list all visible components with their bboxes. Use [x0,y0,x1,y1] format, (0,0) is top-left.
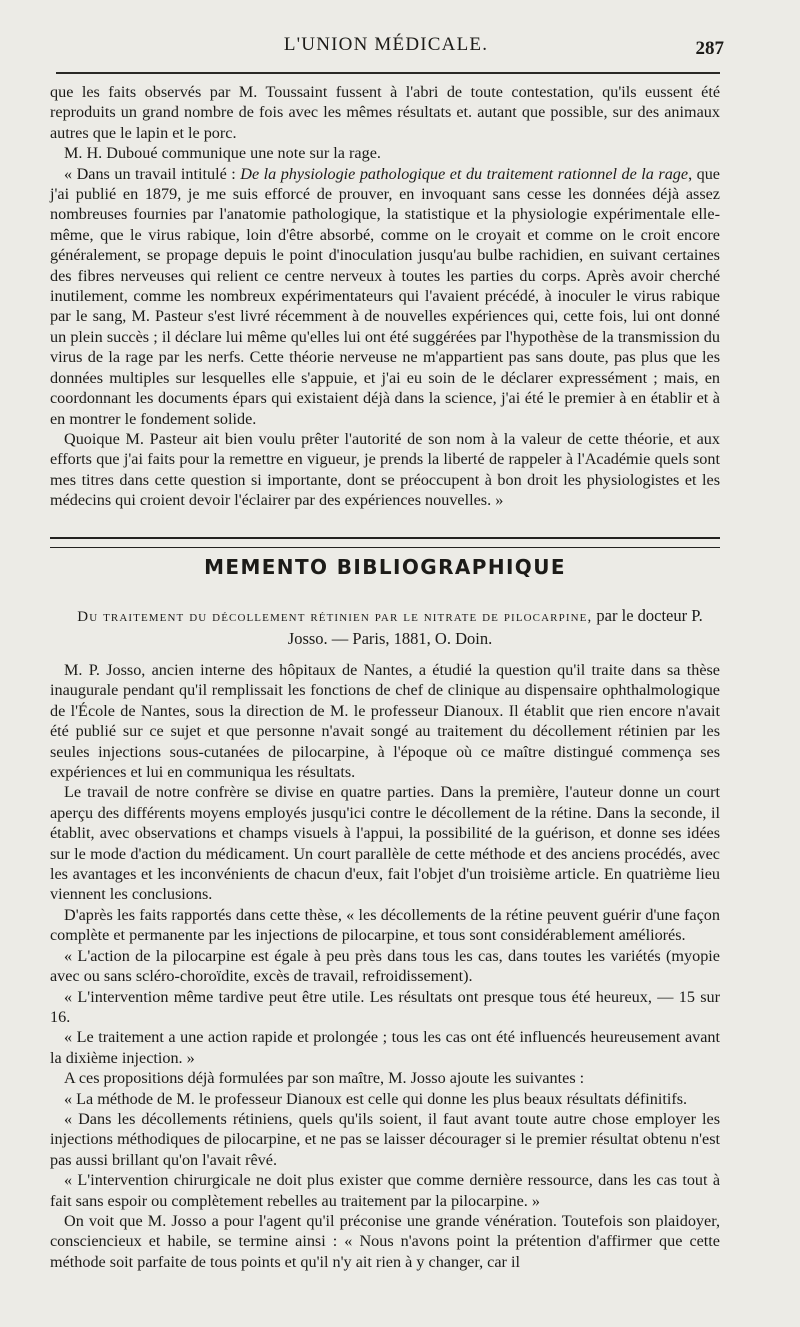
review-paragraph: M. P. Josso, ancien interne des hôpitaux de Nantes, a étudié la question qu'il traite dans sa thèse inaugurale pendant qu'il remplissait les fonctions de chef de clinique au dispensaire ophthalmologique de l'École de Nantes, sous la direction de M. le professeur Dianoux. Il établit que rien encore n'avait été publié sur ce sujet et que personne n'avait songé au traitement du décollement rétinien par les seules injections sous-cutanées de pilocarpine, à l'époque où ce maître distingué commença ses expériences et lui en communiqua les résultats. [50,661,720,782]
section-divider [50,537,720,548]
article-paragraph: M. H. Duboué communique une note sur la rage. [64,144,381,163]
header-rule [56,72,720,74]
review-paragraph: « Dans les décollements rétiniens, quels qu'ils soient, il faut avant toute autre chose employer les injections méthodiques de pilocarpine, et ne pas se laisser décourager si le premier résultat obtenu n'est pas aussi brillant qu'on l'avait rêvé. [50,1109,720,1169]
running-title: L'UNION MÉDICALE. [283,34,489,55]
book-title: Du traitement du décollement rétinien par le nitrate de pilocarpine, [77,609,593,625]
book-author: par le docteur P. Josso. — Paris, 1881, O. Doin. [287,606,703,648]
review-paragraph: D'après les faits rapportés dans cette thèse, « les décollements de la rétine peuvent guérir d'une façon complète et permanente par les injections de pilocarpine, et tous sont considérablement améliorés. [50,905,720,945]
review-text [50,660,720,1272]
review-paragraph: Le travail de notre confrère se divise en quatre parties. Dans la première, l'auteur donne un court aperçu des différents moyens employés jusqu'ici contre le décollement de la rétine. Dans la seconde, il établit, avec observations et champs visuels à l'appui, la possibilité de la guérison, et donne ses idées sur le mode d'action du médicament. Un court parallèle de cette méthode et des anciens procédés, avec les avantages et les inconvénients de chacun d'eux, fait l'objet d'un troisième article. En quatrième lieu viennent les conclusions. [50,783,720,904]
article-paragraph: que les faits observés par M. Toussaint fussent à l'abri de toute contestation, qu'ils eussent été reproduits un grand nombre de fois avec les mêmes résultats et. autant que possible, sur des animaux autres que le lapin et le porc. [50,83,720,142]
review-paragraph: « La méthode de M. le professeur Dianoux est celle qui donne les plus beaux résultats définitifs. [64,1089,688,1108]
review-paragraph: « L'intervention chirurgicale ne doit plus exister que comme dernière ressource, dans les cas tout à fait sans espoir ou complètement rebelles au traitement par la pilocarpine. » [50,1171,720,1210]
review-paragraph: « Le traitement a une action rapide et prolongée ; tous les cas ont été influencés heureusement avant la dixième injection. » [50,1028,720,1067]
page-number: 287 [695,38,724,59]
article-paragraph: Quoique M. Pasteur ait bien voulu prêter l'autorité de son nom à la valeur de cette théorie, et aux efforts que j'ai faits pour la remettre en vigueur, je prends la liberté de rappeler à l'Académie quels sont mes titres dans cette question si importante, dont se préoccupent à bon droit les physiologistes et les médecins qui croient devoir l'éclairer par des expériences nouvelles. » [50,429,720,510]
page-header [48,34,724,64]
article-paragraph: « Dans un travail intitulé : De la physiologie pathologique et du traitement rationnel de la rage, que j'ai publié en 1879, je me suis efforcé de prouver, en invoquant sans cesse les données déjà assez nombreuses fournies par l'anatomie pathologique, la statistique et la physiologie expérimentale elle-même, que le virus rabique, loin d'être absorbé, comme on le croyait et comme on le croit encore généralement, se propage depuis le point d'inoculation jusqu'au bulbe rachidien, en suivant certaines des fibres nerveuses qui relient ce centre nerveux à toutes les parties du corps. Après avoir cherché inutilement, comme les nombreux expérimentateurs qui l'avaient précédé, à inoculer le virus rabique par le sang, M. Pasteur s'est livré récemment à de nouvelles expériences qui, cette fois, lui ont donné un plein succès ; il déclare lui même qu'elles lui ont été suggérées par l'hypothèse de la transmission du virus de la rage par les nerfs. Cette théorie nerveuse ne m'appartient pas sans doute, pas plus que les données multiples sur lesquelles elle s'appuie, et j'ai eu soin de le déclarer expressément ; mais, en coordonnant les documents épars qui existaient déjà dans la science, j'ai été le premier à en établir et à en montrer le fondement solide. [50,164,720,428]
review-paragraph: « L'intervention même tardive peut être utile. Les résultats ont presque tous été heureux, — 15 sur 16. [50,987,720,1026]
section-heading: MEMENTO BIBLIOGRAPHIQUE [204,555,566,579]
article-text [50,82,720,511]
review-paragraph: On voit que M. Josso a pour l'agent qu'il préconise une grande vénération. Toutefois son plaidoyer, consciencieux et habile, se termine ainsi : « Nous n'avons point la prétention d'affirmer que cette méthode soit parfaite de tous points et qu'il n'y ait rien à y changer, car il [50,1211,720,1271]
review-paragraph: A ces propositions déjà formulées par son maître, M. Josso ajoute les suivantes : [64,1069,585,1088]
cited-title: De la physiologie pathologique et du traitement rationnel de la rage [240,164,689,183]
review-paragraph: « L'action de la pilocarpine est égale à peu près dans tous les cas, dans toutes les variétés (myopie avec ou sans scléro-choroïdite, excès de travail, refroidissement). [50,946,720,986]
book-reference [60,605,720,649]
